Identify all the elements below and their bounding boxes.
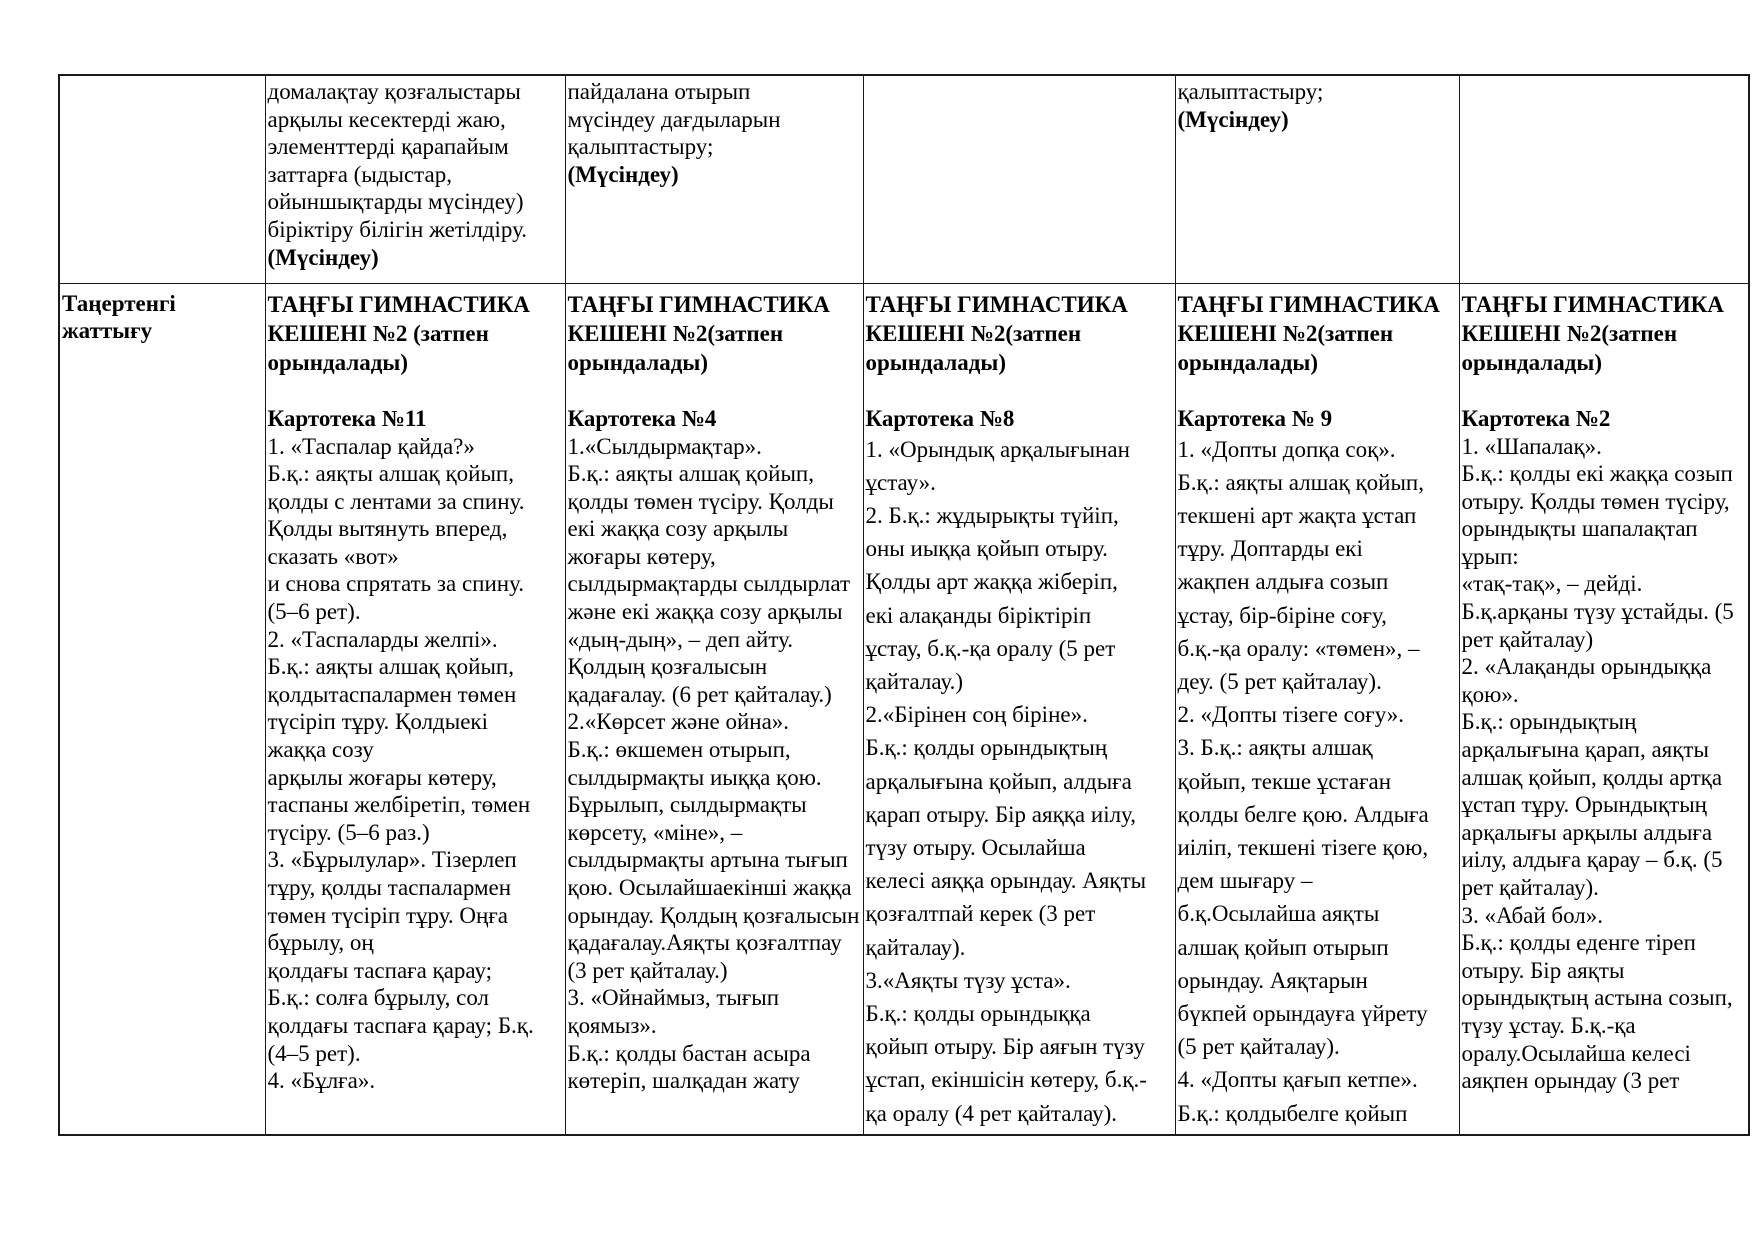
text-line: 3. Б.қ.: аяқты алшақ <box>1177 735 1373 761</box>
schedule-table <box>58 74 1750 1136</box>
text-line: мүсіндеу дағдыларын <box>567 106 781 132</box>
cell-heading: ТАҢҒЫ ГИМНАСТИКА КЕШЕНІ №2(затпен орындалады) <box>567 291 830 375</box>
text-line: қалыптастыру; <box>567 134 714 160</box>
text-line: қоямыз». <box>567 1012 657 1038</box>
text-line: 2. Б.қ.: жұдырықты түйіп, <box>865 502 1119 528</box>
text-line: деу. (5 рет қайталау). <box>1177 668 1382 694</box>
text-line: текшені арт жақта ұстап <box>1177 502 1417 528</box>
text-line: «тақ-тақ», – дейді. <box>1461 571 1643 597</box>
text-line: Б.қ.: аяқты алшақ қойып, <box>267 654 514 680</box>
text-line: Қолды вытянуть вперед, <box>267 516 508 542</box>
text-line: қолдағы таспаға қарау; <box>267 957 493 983</box>
text-line: (4–5 рет). <box>267 1040 361 1066</box>
text-line: түсіру. (5–6 раз.) <box>267 819 430 845</box>
table-row <box>59 283 1749 1135</box>
text-line: Б.қ.арқаны түзу ұстайды. (5 <box>1461 599 1734 625</box>
text-line: қадағалау.Аяқты қозғалтпау <box>567 930 842 956</box>
activity-tag: (Мүсіндеу) <box>1177 106 1289 132</box>
text-line: (5 рет қайталау). <box>1177 1034 1340 1060</box>
cell-lines <box>568 433 861 1095</box>
text-line: Б.қ.: қолды орындыққа <box>865 1000 1091 1026</box>
text-line: арқалығы арқылы алдыға <box>1461 819 1713 845</box>
text-line: түзу ұстау. Б.қ.-қа <box>1461 1012 1636 1038</box>
card-number: Картотека №2 <box>1461 405 1611 431</box>
text-line: Б.қ.: аяқты алшақ қойып, <box>567 461 814 487</box>
text-line: 2. «Алақанды орындыққа <box>1461 654 1712 680</box>
text-line: Б.қ.: солға бұрылу, сол <box>267 985 490 1011</box>
cell-lines <box>268 433 563 1095</box>
text-line: түзу отыру. Осылайша <box>865 834 1086 860</box>
text-line: Қолды арт жаққа жіберіп, <box>865 569 1118 595</box>
text-line: жаққа созу <box>267 737 374 763</box>
text-line: арқалығына қарап, аяқты <box>1461 737 1709 763</box>
text-line: иіліп, текшені тізеге қою, <box>1177 834 1429 860</box>
text-line: көтеріп, шалқадан жату <box>567 1068 800 1094</box>
cell-heading: ТАҢҒЫ ГИМНАСТИКА КЕШЕНІ №2(затпен орындалады) <box>865 291 1128 375</box>
text-line: Б.қ.: өкшемен отырып, <box>567 737 791 763</box>
card-number: Картотека №4 <box>567 405 717 431</box>
text-line: 1. «Таспалар қайда?» <box>267 433 475 459</box>
text-line: алшақ қойып, қолды артқа <box>1461 764 1723 790</box>
card-number: Картотека №8 <box>865 405 1015 431</box>
table-cell <box>265 283 565 1135</box>
text-line: қою. Осылайшаекінші жаққа <box>567 875 852 900</box>
text-line: 2. «Таспаларды желпі». <box>267 626 498 652</box>
text-line: қайталау.) <box>865 668 964 694</box>
text-line: қолдытаспалармен төмен <box>267 681 517 707</box>
text-line: 4. «Бұлға». <box>267 1068 376 1094</box>
text-line: алшақ қойып отырып <box>1177 934 1389 960</box>
text-line: орындықтың астына созып, <box>1461 985 1733 1011</box>
text-line: тұру, қолды таспалармен <box>267 875 512 900</box>
text-line: (5–6 рет). <box>267 599 361 625</box>
cell-heading: ТАҢҒЫ ГИМНАСТИКА КЕШЕНІ №2 (затпен орындалады) <box>267 291 530 375</box>
text-line: Қолдың қозғалысын <box>567 654 768 680</box>
text-line: Б.қ.: орындықтың <box>1461 709 1637 735</box>
text-line: 1. «Шапалақ». <box>1461 433 1602 459</box>
text-line: оралу.Осылайша келесі <box>1461 1040 1691 1066</box>
text-line: «дың-дың», – деп айту. <box>567 626 794 652</box>
text-line: сылдырмақтарды сылдырлат <box>567 571 851 597</box>
card-number: Картотека № 9 <box>1177 405 1333 431</box>
cell-heading: ТАҢҒЫ ГИМНАСТИКА КЕШЕНІ №2(затпен орындалады) <box>1177 291 1440 375</box>
text-line: сылдырмақты иыққа қою. <box>567 764 822 790</box>
cell-lines <box>1178 78 1457 106</box>
table-cell <box>863 283 1175 1135</box>
text-line: 3. «Абай бол». <box>1461 902 1604 928</box>
table-cell <box>565 75 863 283</box>
text-line: ұстау, бір-біріне соғу, <box>1177 602 1387 628</box>
text-line: арқылы кесектерді жаю, <box>267 106 506 132</box>
cell-lines <box>1178 433 1457 1130</box>
text-line: 4. «Допты қағып кетпе». <box>1177 1067 1418 1093</box>
activity-tag: (Мүсіндеу) <box>567 161 679 187</box>
text-line: ұстау, б.қ.-қа оралу (5 рет <box>865 635 1116 661</box>
text-line: қойып, текше ұстаған <box>1177 768 1392 794</box>
text-line: түсіріп тұру. Қолдыекі <box>267 709 488 735</box>
text-line: ұрып: <box>1461 543 1519 569</box>
text-line: рет қайталау) <box>1461 626 1594 652</box>
text-line: 1. «Допты допқа соқ». <box>1177 436 1396 462</box>
table-cell <box>565 283 863 1135</box>
text-line: екі алақанды біріктіріп <box>865 602 1092 628</box>
text-line: 2.«Көрсет және ойна». <box>567 709 790 735</box>
text-line: арқалығына қойып, алдыға <box>865 768 1132 794</box>
text-line: қайталау). <box>865 934 966 960</box>
text-line: жоғары көтеру, <box>567 543 716 569</box>
text-line: Б.қ.: аяқты алшақ қойып, <box>1177 469 1424 495</box>
table-row <box>59 75 1749 283</box>
text-line: арқылы жоғары көтеру, <box>267 764 497 790</box>
text-line: оны иыққа қойып отыру. <box>865 536 1108 562</box>
table-cell <box>265 75 565 283</box>
text-line: 2.«Бірінен соң біріне». <box>865 702 1088 728</box>
text-line: 2. «Допты тізеге соғу». <box>1177 702 1405 728</box>
text-line: қою». <box>1461 681 1519 707</box>
text-line: пайдалана отырып <box>567 79 751 104</box>
text-line: қозғалтпай керек (3 рет <box>865 901 1096 927</box>
text-line: заттарға (ыдыстар, <box>267 161 452 187</box>
text-line: орындау. Қолдың қозғалысын <box>567 902 860 928</box>
table-cell <box>863 75 1175 283</box>
text-line: элементтерді қарапайым <box>267 134 509 160</box>
text-line: Б.қ.: қолды орындықтың <box>865 735 1108 761</box>
text-line: қарап отыру. Бір аяққа иілу, <box>865 801 1137 827</box>
text-line: төмен түсіріп тұру. Оңға <box>267 902 508 928</box>
row-label-cell <box>59 75 265 283</box>
text-line: ұстау». <box>865 469 936 495</box>
text-line: сказать «вот» <box>267 543 399 569</box>
text-line: орындықты шапалақтап <box>1461 516 1698 542</box>
text-line: ұстап, екіншісін көтеру, б.қ.- <box>865 1067 1147 1093</box>
text-line: Б.қ.: қолды бастан асыра <box>567 1040 811 1066</box>
cell-lines <box>268 78 563 244</box>
text-line: бұрылу, оң <box>267 930 374 956</box>
text-line: қолды с лентами за спину. <box>267 488 525 514</box>
text-line: дем шығару – <box>1177 868 1313 894</box>
cell-heading: ТАҢҒЫ ГИМНАСТИКА КЕШЕНІ №2(затпен орындалады) <box>1461 291 1724 375</box>
cell-lines <box>1462 433 1747 1095</box>
text-line: 1. «Орындық арқалығынан <box>865 436 1130 462</box>
text-line: иілу, алдыға қарау – б.қ. (5 <box>1461 847 1723 873</box>
text-line: және екі жаққа созу арқылы <box>567 599 843 625</box>
text-line: орындау. Аяқтарын <box>1177 967 1368 993</box>
text-line: қойып отыру. Бір аяғын түзу <box>865 1034 1145 1060</box>
text-line: қадағалау. (6 рет қайталау.) <box>567 681 832 707</box>
text-line: қолды белге қою. Алдыға <box>1177 801 1429 827</box>
text-line: домалақтау қозғалыстары <box>267 79 521 104</box>
text-line: жақпен алдыға созып <box>1177 569 1389 595</box>
text-line: көрсету, «міне», – <box>567 819 743 845</box>
card-number: Картотека №11 <box>267 405 427 431</box>
text-line: бүкпей орындауға үйрету <box>1177 1000 1428 1026</box>
table-cell <box>1175 75 1459 283</box>
text-line: біріктіру білігін жетілдіру. <box>267 216 528 242</box>
cell-lines <box>568 78 861 161</box>
table-cell <box>1459 75 1749 283</box>
text-line: Б.қ.: қолды еденге тіреп <box>1461 930 1696 956</box>
text-line: сылдырмақты артына тығып <box>567 847 848 873</box>
text-line: Б.қ.: қолды екі жаққа созып <box>1461 461 1733 487</box>
text-line: Б.қ.: аяқты алшақ қойып, <box>267 461 514 487</box>
text-line: рет қайталау). <box>1461 875 1599 900</box>
text-line: қолдағы таспаға қарау; Б.қ. <box>267 1012 534 1038</box>
text-line: б.қ.Осылайша аяқты <box>1177 901 1380 927</box>
text-line: аяқпен орындау (3 рет <box>1461 1068 1680 1094</box>
text-line: Бұрылып, сылдырмақты <box>567 792 807 818</box>
text-line: таспаны желбіретіп, төмен <box>267 792 531 818</box>
text-line: отыру. Бір аяқты <box>1461 957 1625 983</box>
text-line: (3 рет қайталау.) <box>567 957 728 983</box>
activity-tag: (Мүсіндеу) <box>267 244 379 270</box>
text-line: ұстап тұру. Орындықтың <box>1461 792 1707 818</box>
text-line: қа оралу (4 рет қайталау). <box>865 1100 1118 1126</box>
table-cell <box>1175 283 1459 1135</box>
text-line: келесі аяққа орындау. Аяқты <box>865 868 1147 894</box>
text-line: қолды төмен түсіру. Қолды <box>567 488 834 514</box>
table-cell <box>1459 283 1749 1135</box>
text-line: Б.қ.: қолдыбелге қойып <box>1177 1100 1408 1126</box>
text-line: екі жаққа созу арқылы <box>567 516 789 542</box>
cell-lines <box>866 433 1173 1130</box>
text-line: 1.«Сылдырмақтар». <box>567 433 762 459</box>
text-line: тұру. Доптарды екі <box>1177 536 1363 562</box>
text-line: қалыптастыру; <box>1177 79 1324 104</box>
text-line: отыру. Қолды төмен түсіру, <box>1461 488 1730 514</box>
text-line: и снова спрятать за спину. <box>267 571 525 597</box>
text-line: 3. «Ойнаймыз, тығып <box>567 985 780 1011</box>
text-line: 3. «Бұрылулар». Тізерлеп <box>267 847 517 873</box>
text-line: 3.«Аяқты түзу ұста». <box>865 967 1071 993</box>
text-line: ойыншықтарды мүсіндеу) <box>267 189 524 215</box>
row-label-cell: Таңертенгі жаттығу <box>59 283 265 1135</box>
text-line: б.қ.-қа оралу: «төмен», – <box>1177 635 1420 661</box>
